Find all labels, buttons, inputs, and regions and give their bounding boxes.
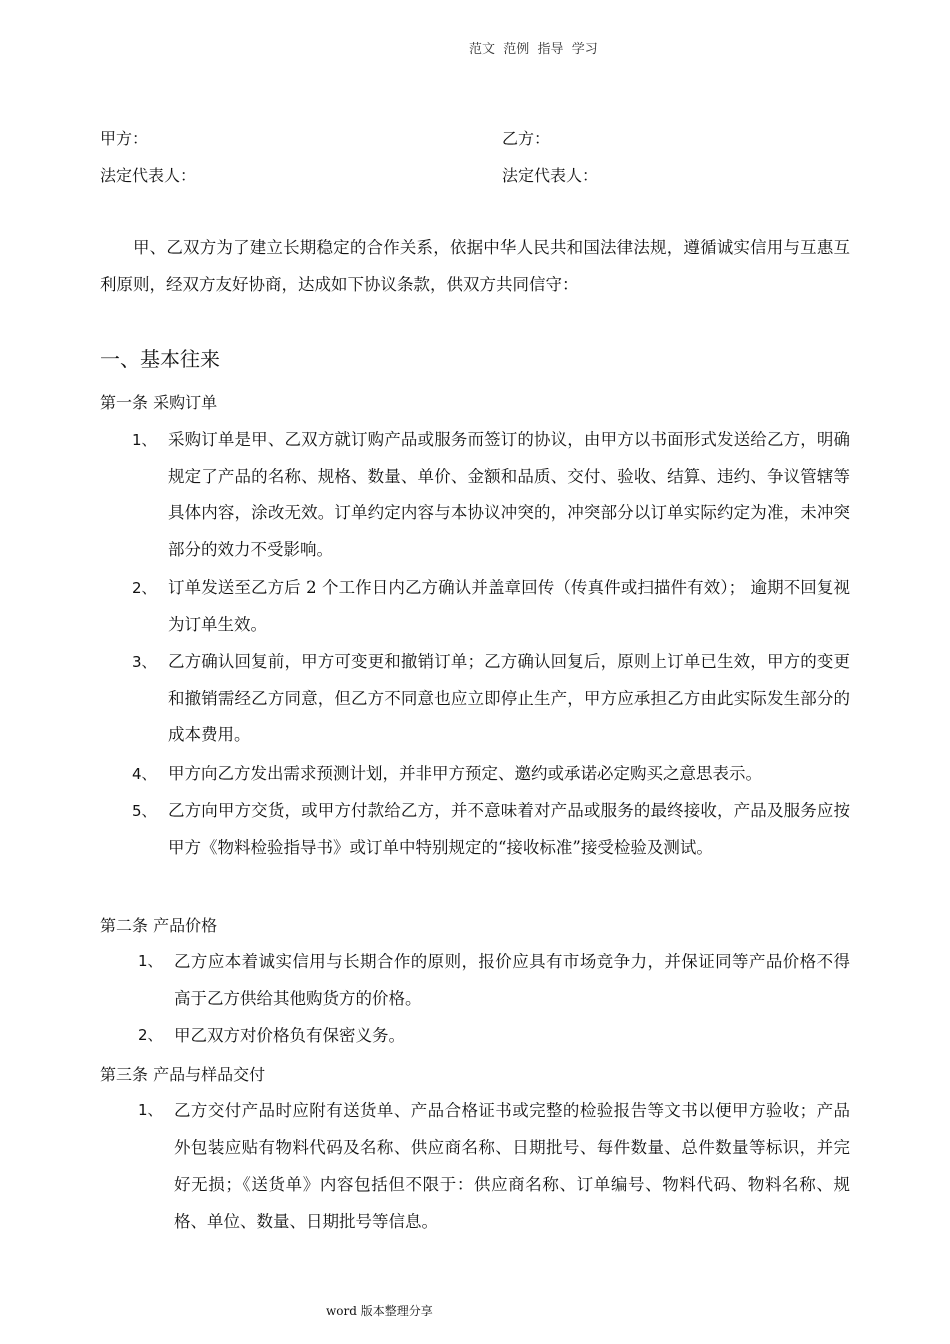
party-b-representative-label: 法定代表人： <box>502 166 599 185</box>
section-title: 一、基本往来 <box>100 347 220 371</box>
item-text: 订单发送至乙方后 2 个工作日内乙方确认并盖章回传（传真件或扫描件有效）； 逾期不回复视为订单生效。 <box>168 578 850 634</box>
article-2-title: 第二条 产品价格 <box>100 916 218 935</box>
article-1-title: 第一条 采购订单 <box>100 393 218 412</box>
party-b-label: 乙方： <box>502 129 551 148</box>
item-number: 5、 <box>132 802 157 820</box>
article-1-item <box>132 570 850 643</box>
article-2-item <box>138 1017 850 1054</box>
item-number: 4、 <box>132 765 157 783</box>
article-1-item <box>132 793 850 866</box>
item-text: 甲方向乙方发出需求预测计划，并非甲方预定、邀约或承诺必定购买之意思表示。 <box>168 764 762 783</box>
item-number: 2、 <box>132 579 157 597</box>
page-footer: word 版本整理分享 <box>326 1304 433 1318</box>
item-text: 乙方应本着诚实信用与长期合作的原则，报价应具有市场竞争力，并保证同等产品价格不得高于乙方供给其他购货方的价格。 <box>174 952 850 1008</box>
preamble-paragraph: 甲、乙双方为了建立长期稳定的合作关系，依据中华人民共和国法律法规，遵循诚实信用与互惠互利原则，经双方友好协商，达成如下协议条款，供双方共同信守： <box>100 238 850 294</box>
item-number: 1、 <box>138 952 163 970</box>
party-a-representative-label: 法定代表人： <box>100 166 197 185</box>
article-3-title: 第三条 产品与样品交付 <box>100 1065 266 1084</box>
article-1-item <box>132 422 850 568</box>
header-text: 范文 范例 指导 学习 <box>469 42 598 57</box>
item-text: 乙方确认回复前，甲方可变更和撤销订单；乙方确认回复后，原则上订单已生效，甲方的变更和撤销需经乙方同意，但乙方不同意也应立即停止生产，甲方应承担乙方由此实际发生部分的成本费用。 <box>168 652 850 744</box>
item-text: 乙方向甲方交货，或甲方付款给乙方，并不意味着对产品或服务的最终接收，产品及服务应按甲方《物料检验指导书》或订单中特别规定的“接收标准”接受检验及测试。 <box>168 801 850 857</box>
article-3-item <box>138 1092 850 1240</box>
item-text: 甲乙双方对价格负有保密义务。 <box>174 1026 405 1045</box>
article-2-item <box>138 943 850 1017</box>
item-text: 采购订单是甲、乙双方就订购产品或服务而签订的协议，由甲方以书面形式发送给乙方，明确规定了产品的名称、规格、数量、单价、金额和品质、交付、验收、结算、违约、争议管辖等具体内容，涂改无效。订单约定内容与本协议冲突的，冲突部分以订单实际约定为准，未冲突部分的效力不受影响。 <box>168 430 850 559</box>
item-text: 乙方交付产品时应附有送货单、产品合格证书或完整的检验报告等文书以便甲方验收；产品外包装应贴有物料代码及名称、供应商名称、日期批号、每件数量、总件数量等标识，并完好无损；《送货单》内容包括但不限于：供应商名称、订单编号、物料代码、物料名称、规格、单位、数量、日期批号等信息。 <box>174 1101 850 1231</box>
party-a-label: 甲方： <box>100 129 149 148</box>
item-number: 2、 <box>138 1026 163 1044</box>
article-1-item <box>132 644 850 754</box>
item-number: 3、 <box>132 653 157 671</box>
item-number: 1、 <box>132 431 157 449</box>
item-number: 1、 <box>138 1101 163 1119</box>
article-1-item <box>132 756 850 793</box>
